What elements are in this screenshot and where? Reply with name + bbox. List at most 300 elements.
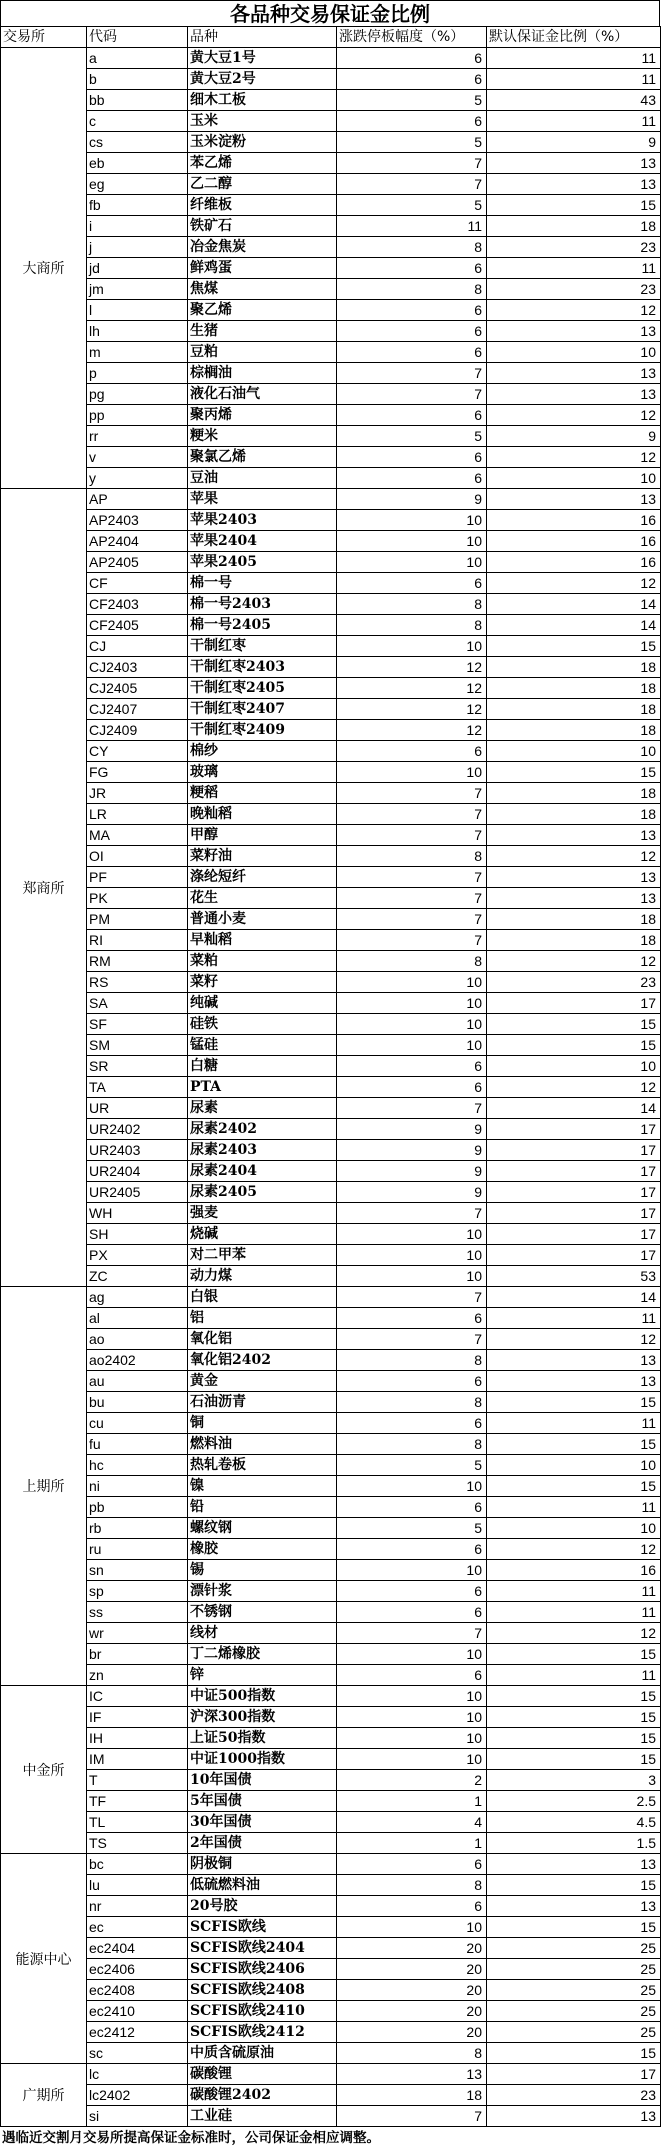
table-row	[1, 1854, 661, 1875]
code-cell: FG	[87, 762, 188, 783]
name-cell: 动力煤	[188, 1266, 337, 1287]
code-cell: AP2404	[87, 531, 188, 552]
limit-cell: 7	[337, 1623, 487, 1644]
limit-cell: 11	[337, 216, 487, 237]
limit-cell: 12	[337, 678, 487, 699]
table-row	[1, 1581, 661, 1602]
code-cell: rr	[87, 426, 188, 447]
table-row	[1, 216, 661, 237]
name-cell: 上证50指数	[188, 1728, 337, 1749]
code-cell: RI	[87, 930, 188, 951]
code-cell: ss	[87, 1602, 188, 1623]
table-row	[1, 1833, 661, 1854]
exchange-cell: 中金所	[1, 1686, 87, 1854]
code-cell: lc	[87, 2064, 188, 2085]
name-cell: 菜籽油	[188, 846, 337, 867]
name-cell: 焦煤	[188, 279, 337, 300]
table-row	[1, 48, 661, 69]
margin-cell: 15	[487, 1476, 661, 1497]
code-cell: TL	[87, 1812, 188, 1833]
name-cell: 干制红枣2405	[188, 678, 337, 699]
margin-cell: 13	[487, 1896, 661, 1917]
limit-cell: 10	[337, 1749, 487, 1770]
limit-cell: 1	[337, 1791, 487, 1812]
margin-table-body	[1, 27, 661, 2127]
margin-cell: 17	[487, 1182, 661, 1203]
name-cell: 纤维板	[188, 195, 337, 216]
code-cell: TF	[87, 1791, 188, 1812]
margin-cell: 17	[487, 1245, 661, 1266]
name-cell: 硅铁	[188, 1014, 337, 1035]
code-cell: si	[87, 2106, 188, 2127]
name-cell: 尿素2403	[188, 1140, 337, 1161]
code-cell: sc	[87, 2043, 188, 2064]
limit-cell: 7	[337, 867, 487, 888]
margin-cell: 23	[487, 237, 661, 258]
code-cell: ru	[87, 1539, 188, 1560]
margin-cell: 25	[487, 1980, 661, 2001]
name-cell: 不锈钢	[188, 1602, 337, 1623]
name-cell: 涤纶短纤	[188, 867, 337, 888]
margin-cell: 13	[487, 384, 661, 405]
limit-cell: 12	[337, 657, 487, 678]
table-row	[1, 1308, 661, 1329]
margin-cell: 17	[487, 1203, 661, 1224]
code-cell: sn	[87, 1560, 188, 1581]
limit-cell: 6	[337, 468, 487, 489]
limit-cell: 8	[337, 237, 487, 258]
code-cell: y	[87, 468, 188, 489]
name-cell: 玉米淀粉	[188, 132, 337, 153]
code-cell: hc	[87, 1455, 188, 1476]
table-row	[1, 573, 661, 594]
limit-cell: 5	[337, 90, 487, 111]
margin-cell: 15	[487, 1644, 661, 1665]
limit-cell: 6	[337, 1413, 487, 1434]
limit-cell: 10	[337, 993, 487, 1014]
name-cell: 晚籼稻	[188, 804, 337, 825]
limit-cell: 6	[337, 1308, 487, 1329]
name-cell: 尿素	[188, 1098, 337, 1119]
table-row	[1, 825, 661, 846]
limit-cell: 6	[337, 1665, 487, 1686]
table-row	[1, 699, 661, 720]
table-row	[1, 993, 661, 1014]
margin-cell: 11	[487, 1602, 661, 1623]
table-row	[1, 1350, 661, 1371]
name-cell: 氧化铝2402	[188, 1350, 337, 1371]
margin-cell: 11	[487, 258, 661, 279]
name-cell: 花生	[188, 888, 337, 909]
exchange-cell: 郑商所	[1, 489, 87, 1287]
limit-cell: 6	[337, 258, 487, 279]
name-cell: 甲醇	[188, 825, 337, 846]
limit-cell: 10	[337, 1245, 487, 1266]
name-cell: 尿素2404	[188, 1161, 337, 1182]
margin-cell: 15	[487, 1014, 661, 1035]
margin-cell: 18	[487, 720, 661, 741]
limit-cell: 7	[337, 1203, 487, 1224]
code-cell: eb	[87, 153, 188, 174]
limit-cell: 5	[337, 1518, 487, 1539]
table-row	[1, 762, 661, 783]
code-cell: SM	[87, 1035, 188, 1056]
margin-cell: 15	[487, 762, 661, 783]
margin-cell: 17	[487, 2064, 661, 2085]
margin-cell: 2.5	[487, 1791, 661, 1812]
name-cell: 聚氯乙烯	[188, 447, 337, 468]
code-cell: ec2410	[87, 2001, 188, 2022]
limit-cell: 13	[337, 2064, 487, 2085]
table-row	[1, 69, 661, 90]
table-row	[1, 1077, 661, 1098]
margin-cell: 17	[487, 1224, 661, 1245]
name-cell: 黄大豆1号	[188, 48, 337, 69]
exchange-cell: 上期所	[1, 1287, 87, 1686]
code-cell: ec2406	[87, 1959, 188, 1980]
code-cell: m	[87, 342, 188, 363]
code-cell: UR2402	[87, 1119, 188, 1140]
table-row	[1, 657, 661, 678]
margin-cell: 11	[487, 1665, 661, 1686]
code-cell: ao2402	[87, 1350, 188, 1371]
name-cell: 中证500指数	[188, 1686, 337, 1707]
table-row	[1, 1329, 661, 1350]
table-row	[1, 510, 661, 531]
name-cell: 聚乙烯	[188, 300, 337, 321]
table-row	[1, 615, 661, 636]
table-row	[1, 1938, 661, 1959]
margin-cell: 13	[487, 867, 661, 888]
code-cell: CJ2405	[87, 678, 188, 699]
name-cell: 细木工板	[188, 90, 337, 111]
margin-cell: 18	[487, 657, 661, 678]
limit-cell: 7	[337, 888, 487, 909]
margin-cell: 15	[487, 636, 661, 657]
table-row	[1, 867, 661, 888]
margin-cell: 18	[487, 930, 661, 951]
code-cell: sp	[87, 1581, 188, 1602]
code-cell: p	[87, 363, 188, 384]
name-cell: SCFIS欧线2406	[188, 1959, 337, 1980]
margin-cell: 14	[487, 594, 661, 615]
limit-cell: 8	[337, 846, 487, 867]
name-cell: 普通小麦	[188, 909, 337, 930]
header-name: 品种	[188, 27, 337, 48]
limit-cell: 8	[337, 279, 487, 300]
table-row	[1, 1749, 661, 1770]
margin-cell: 13	[487, 321, 661, 342]
table-row	[1, 153, 661, 174]
code-cell: bb	[87, 90, 188, 111]
name-cell: 鲜鸡蛋	[188, 258, 337, 279]
code-cell: ZC	[87, 1266, 188, 1287]
code-cell: CY	[87, 741, 188, 762]
limit-cell: 7	[337, 2106, 487, 2127]
name-cell: 乙二醇	[188, 174, 337, 195]
table-row	[1, 636, 661, 657]
limit-cell: 10	[337, 1476, 487, 1497]
table-row	[1, 1119, 661, 1140]
name-cell: 聚丙烯	[188, 405, 337, 426]
margin-cell: 11	[487, 1308, 661, 1329]
limit-cell: 9	[337, 489, 487, 510]
margin-cell: 18	[487, 699, 661, 720]
margin-cell: 13	[487, 1854, 661, 1875]
name-cell: 铜	[188, 1413, 337, 1434]
code-cell: l	[87, 300, 188, 321]
limit-cell: 8	[337, 594, 487, 615]
name-cell: 棉一号2403	[188, 594, 337, 615]
limit-cell: 7	[337, 174, 487, 195]
code-cell: br	[87, 1644, 188, 1665]
code-cell: nr	[87, 1896, 188, 1917]
table-row	[1, 2022, 661, 2043]
table-row	[1, 1602, 661, 1623]
name-cell: 玻璃	[188, 762, 337, 783]
code-cell: WH	[87, 1203, 188, 1224]
margin-cell: 16	[487, 531, 661, 552]
limit-cell: 10	[337, 1266, 487, 1287]
margin-cell: 10	[487, 1518, 661, 1539]
code-cell: IH	[87, 1728, 188, 1749]
margin-cell: 11	[487, 111, 661, 132]
name-cell: 豆粕	[188, 342, 337, 363]
code-cell: UR2405	[87, 1182, 188, 1203]
margin-cell: 14	[487, 615, 661, 636]
limit-cell: 12	[337, 720, 487, 741]
name-cell: 早籼稻	[188, 930, 337, 951]
exchange-cell: 广期所	[1, 2064, 87, 2127]
limit-cell: 7	[337, 909, 487, 930]
code-cell: SF	[87, 1014, 188, 1035]
name-cell: 30年国债	[188, 1812, 337, 1833]
code-cell: IM	[87, 1749, 188, 1770]
name-cell: 线材	[188, 1623, 337, 1644]
limit-cell: 20	[337, 2022, 487, 2043]
code-cell: i	[87, 216, 188, 237]
limit-cell: 6	[337, 1602, 487, 1623]
table-row	[1, 1266, 661, 1287]
code-cell: lh	[87, 321, 188, 342]
name-cell: 丁二烯橡胶	[188, 1644, 337, 1665]
code-cell: j	[87, 237, 188, 258]
name-cell: 铁矿石	[188, 216, 337, 237]
limit-cell: 7	[337, 804, 487, 825]
code-cell: CJ	[87, 636, 188, 657]
name-cell: 棉一号	[188, 573, 337, 594]
code-cell: ec2412	[87, 2022, 188, 2043]
limit-cell: 10	[337, 1014, 487, 1035]
name-cell: 苹果	[188, 489, 337, 510]
table-row	[1, 1644, 661, 1665]
name-cell: 橡胶	[188, 1539, 337, 1560]
margin-cell: 11	[487, 69, 661, 90]
header-row	[1, 27, 661, 48]
margin-cell: 17	[487, 1140, 661, 1161]
margin-cell: 53	[487, 1266, 661, 1287]
name-cell: 尿素2405	[188, 1182, 337, 1203]
limit-cell: 7	[337, 384, 487, 405]
code-cell: ao	[87, 1329, 188, 1350]
name-cell: 铝	[188, 1308, 337, 1329]
name-cell: 燃料油	[188, 1434, 337, 1455]
name-cell: 苹果2404	[188, 531, 337, 552]
margin-cell: 12	[487, 300, 661, 321]
name-cell: 中质含硫原油	[188, 2043, 337, 2064]
margin-cell: 23	[487, 2085, 661, 2106]
table-row	[1, 1287, 661, 1308]
limit-cell: 6	[337, 321, 487, 342]
margin-cell: 15	[487, 1434, 661, 1455]
limit-cell: 7	[337, 825, 487, 846]
limit-cell: 2	[337, 1770, 487, 1791]
name-cell: 冶金焦炭	[188, 237, 337, 258]
margin-cell: 25	[487, 2022, 661, 2043]
table-row	[1, 531, 661, 552]
table-row	[1, 1539, 661, 1560]
name-cell: 强麦	[188, 1203, 337, 1224]
code-cell: lc2402	[87, 2085, 188, 2106]
table-row	[1, 1098, 661, 1119]
limit-cell: 8	[337, 615, 487, 636]
code-cell: pp	[87, 405, 188, 426]
limit-cell: 10	[337, 1224, 487, 1245]
margin-cell: 15	[487, 1749, 661, 1770]
code-cell: PX	[87, 1245, 188, 1266]
code-cell: SA	[87, 993, 188, 1014]
code-cell: a	[87, 48, 188, 69]
table-row	[1, 384, 661, 405]
table-row	[1, 1728, 661, 1749]
table-row	[1, 1182, 661, 1203]
code-cell: cs	[87, 132, 188, 153]
limit-cell: 6	[337, 405, 487, 426]
table-row	[1, 1035, 661, 1056]
name-cell: 黄金	[188, 1371, 337, 1392]
table-row	[1, 1224, 661, 1245]
code-cell: fb	[87, 195, 188, 216]
margin-cell: 15	[487, 1875, 661, 1896]
margin-cell: 12	[487, 1077, 661, 1098]
margin-cell: 15	[487, 1392, 661, 1413]
code-cell: LR	[87, 804, 188, 825]
limit-cell: 8	[337, 1875, 487, 1896]
code-cell: UR	[87, 1098, 188, 1119]
code-cell: zn	[87, 1665, 188, 1686]
margin-cell: 17	[487, 1161, 661, 1182]
limit-cell: 5	[337, 132, 487, 153]
margin-cell: 13	[487, 825, 661, 846]
name-cell: 石油沥青	[188, 1392, 337, 1413]
limit-cell: 6	[337, 447, 487, 468]
code-cell: wr	[87, 1623, 188, 1644]
margin-cell: 10	[487, 1056, 661, 1077]
table-row	[1, 321, 661, 342]
header-code: 代码	[87, 27, 188, 48]
table-row	[1, 1434, 661, 1455]
name-cell: 沪深300指数	[188, 1707, 337, 1728]
margin-cell: 15	[487, 1686, 661, 1707]
table-row	[1, 363, 661, 384]
sheet-title: 各品种交易保证金比例	[0, 0, 660, 26]
table-row	[1, 678, 661, 699]
name-cell: 生猪	[188, 321, 337, 342]
limit-cell: 9	[337, 1182, 487, 1203]
header-limit: 涨跌停板幅度（%）	[337, 27, 487, 48]
code-cell: jd	[87, 258, 188, 279]
margin-cell: 15	[487, 1728, 661, 1749]
table-row	[1, 1959, 661, 1980]
limit-cell: 10	[337, 1917, 487, 1938]
limit-cell: 4	[337, 1812, 487, 1833]
margin-cell: 12	[487, 405, 661, 426]
code-cell: IF	[87, 1707, 188, 1728]
exchange-cell: 能源中心	[1, 1854, 87, 2064]
name-cell: SCFIS欧线2412	[188, 2022, 337, 2043]
name-cell: 苯乙烯	[188, 153, 337, 174]
code-cell: bu	[87, 1392, 188, 1413]
name-cell: 2年国债	[188, 1833, 337, 1854]
table-row	[1, 342, 661, 363]
code-cell: PF	[87, 867, 188, 888]
table-row	[1, 1413, 661, 1434]
name-cell: 菜粕	[188, 951, 337, 972]
limit-cell: 8	[337, 951, 487, 972]
margin-cell: 13	[487, 153, 661, 174]
name-cell: 玉米	[188, 111, 337, 132]
table-row	[1, 1896, 661, 1917]
limit-cell: 20	[337, 1959, 487, 1980]
name-cell: 锰硅	[188, 1035, 337, 1056]
table-row	[1, 468, 661, 489]
name-cell: 苹果2403	[188, 510, 337, 531]
name-cell: 低硫燃料油	[188, 1875, 337, 1896]
code-cell: al	[87, 1308, 188, 1329]
code-cell: CF2403	[87, 594, 188, 615]
limit-cell: 10	[337, 1644, 487, 1665]
limit-cell: 9	[337, 1119, 487, 1140]
name-cell: 白银	[188, 1287, 337, 1308]
code-cell: MA	[87, 825, 188, 846]
margin-cell: 25	[487, 1959, 661, 1980]
table-row	[1, 405, 661, 426]
header-margin: 默认保证金比例（%）	[487, 27, 661, 48]
table-row	[1, 447, 661, 468]
limit-cell: 8	[337, 2043, 487, 2064]
margin-cell: 11	[487, 48, 661, 69]
limit-cell: 20	[337, 1980, 487, 2001]
table-row	[1, 2001, 661, 2022]
table-row	[1, 2085, 661, 2106]
margin-cell: 23	[487, 972, 661, 993]
table-row	[1, 1371, 661, 1392]
limit-cell: 12	[337, 699, 487, 720]
margin-cell: 12	[487, 1329, 661, 1350]
name-cell: 棉纱	[188, 741, 337, 762]
name-cell: 20号胶	[188, 1896, 337, 1917]
code-cell: c	[87, 111, 188, 132]
code-cell: pb	[87, 1497, 188, 1518]
name-cell: 粳米	[188, 426, 337, 447]
code-cell: CF	[87, 573, 188, 594]
name-cell: 菜籽	[188, 972, 337, 993]
code-cell: PK	[87, 888, 188, 909]
code-cell: CJ2409	[87, 720, 188, 741]
margin-cell: 25	[487, 1938, 661, 1959]
table-row	[1, 2064, 661, 2085]
margin-cell: 11	[487, 1581, 661, 1602]
